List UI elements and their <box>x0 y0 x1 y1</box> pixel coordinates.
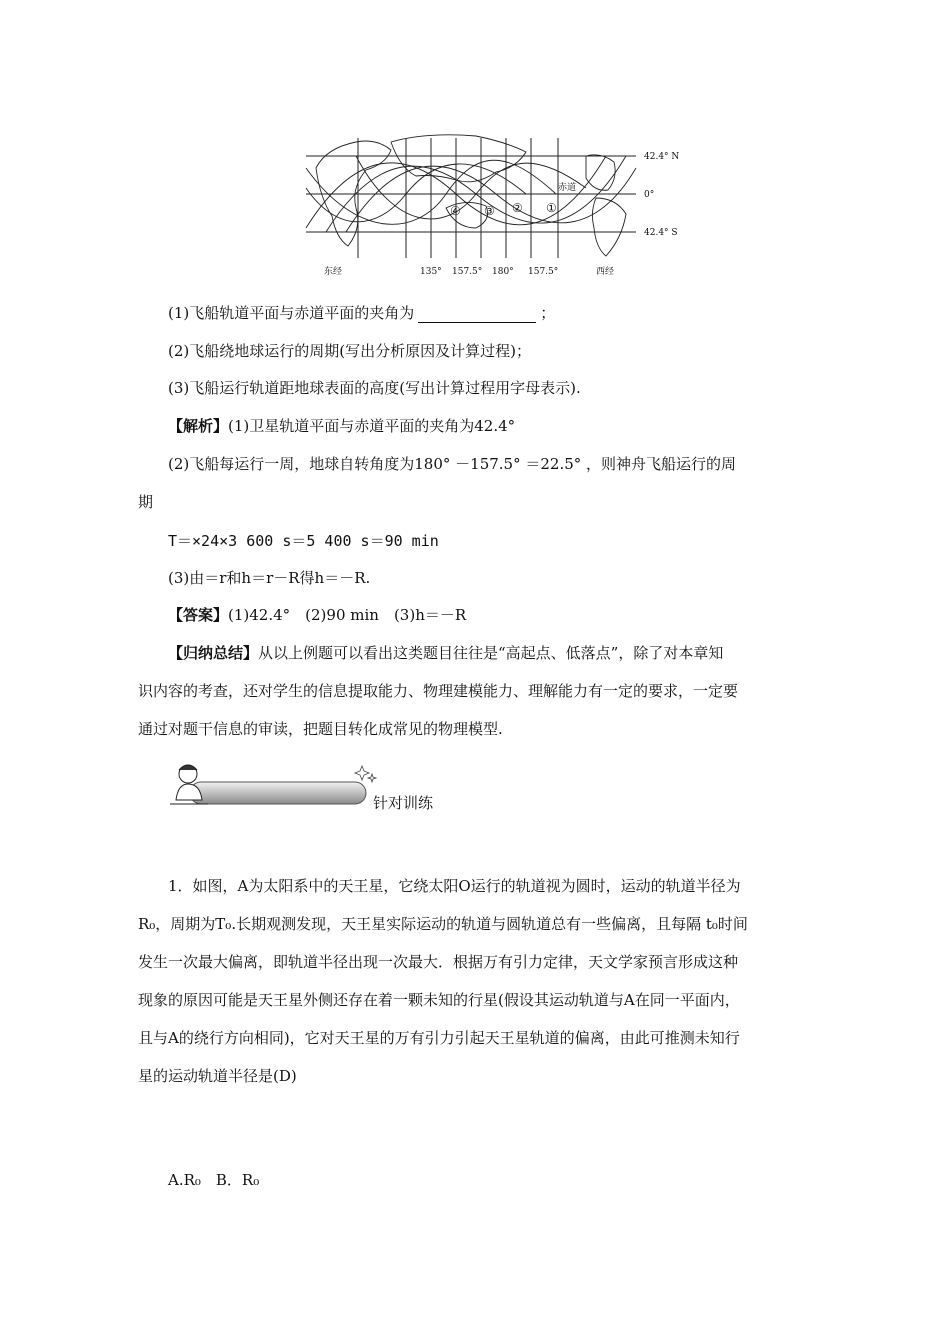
summary-label: 【归纳总结】 <box>168 644 259 662</box>
problem-1-line-3: 发生一次最大偏离，即轨道半径出现一次最大．根据万有引力定律，天文学家预言形成这种 <box>138 953 739 971</box>
lon-tick-180: 180° <box>492 267 514 277</box>
problem-1-line-2: R₀，周期为T₀.长期观测发现，天王星实际运动的轨道与圆轨道总有一些偏离，且每隔 t₀时间 <box>138 915 748 933</box>
analysis-line-1 <box>168 416 515 436</box>
orbit-number-4: ④ <box>450 204 461 218</box>
section-title: 针对训练 <box>373 794 434 812</box>
west-label: 西经 <box>596 267 615 277</box>
sparkle-icon <box>355 766 376 782</box>
question-2: (2)飞船绕地球运行的周期(写出分析原因及计算过程)； <box>168 342 531 360</box>
analysis-line-2-cont: 期 <box>138 493 154 511</box>
analysis-line-4: (3)由＝r和h＝r－R得h＝－R. <box>168 569 371 587</box>
analysis-label: 【解析】 <box>168 417 229 435</box>
summary-line-2: 识内容的考查，还对学生的信息提取能力、物理建模能力、理解能力有一定的要求，一定要 <box>138 682 739 700</box>
problem-1-line-5: 且与A的绕行方向相同)，它对天王星的万有引力引起天王星轨道的偏离，由此可推测未知行 <box>138 1029 740 1047</box>
orbit-number-2: ② <box>512 201 523 215</box>
summary-text-1: 从以上例题可以看出这类题目往往是“高起点、低落点”，除了对本章知 <box>258 644 724 662</box>
answer-line <box>168 605 466 625</box>
continents <box>316 135 626 256</box>
question-1 <box>168 303 555 323</box>
problem-1-options: A.R₀ B．R₀ <box>168 1171 260 1189</box>
answer-text: (1)42.4° (2)90 min (3)h＝－R <box>228 606 467 624</box>
orbit-number-3: ③ <box>484 204 495 218</box>
question-1-text: (1)飞船轨道平面与赤道平面的夹角为 <box>168 304 415 322</box>
analysis-line-2: (2)飞船每运行一周，地球自转角度为180° －157.5° ＝22.5° ，则神舟飞船运行的周 <box>168 455 737 473</box>
equator-label: 赤道 <box>558 183 577 193</box>
lon-tick-135: 135° <box>420 267 442 277</box>
problem-1-line-6: 星的运动轨道半径是(D) <box>138 1067 297 1085</box>
answer-label: 【答案】 <box>168 606 229 624</box>
east-label: 东经 <box>324 267 343 277</box>
lon-tick-157-east: 157.5° <box>452 267 483 277</box>
summary-line-1 <box>168 643 723 663</box>
analysis-line-3: T＝×24×3 600 s＝5 400 s＝90 min <box>168 532 439 550</box>
summary-line-3: 通过对题干信息的审读，把题目转化成常见的物理模型. <box>138 720 503 738</box>
analysis-text-1: (1)卫星轨道平面与赤道平面的夹角为42.4° <box>228 417 516 435</box>
problem-1-line-1: 1．如图，A为太阳系中的天王星，它绕太阳O运行的轨道视为圆时，运动的轨道半径为 <box>168 877 741 895</box>
banner-bar <box>190 782 366 804</box>
answer-blank <box>418 306 536 323</box>
lon-tick-157-west: 157.5° <box>528 267 559 277</box>
orbit-number-1: ① <box>546 201 557 215</box>
question-3: (3)飞船运行轨道距地球表面的高度(写出计算过程用字母表示). <box>168 379 581 397</box>
question-1-suffix: ； <box>540 304 556 322</box>
orbit-map-figure <box>296 128 696 278</box>
lat-north-label: 42.4° N <box>644 152 680 162</box>
problem-1-line-4: 现象的原因可能是天王星外侧还存在着一颗未知的行星(假设其运动轨道与A在同一平面内， <box>138 991 740 1009</box>
lat-zero-label: 0° <box>644 190 655 200</box>
lat-south-label: 42.4° S <box>644 228 678 238</box>
